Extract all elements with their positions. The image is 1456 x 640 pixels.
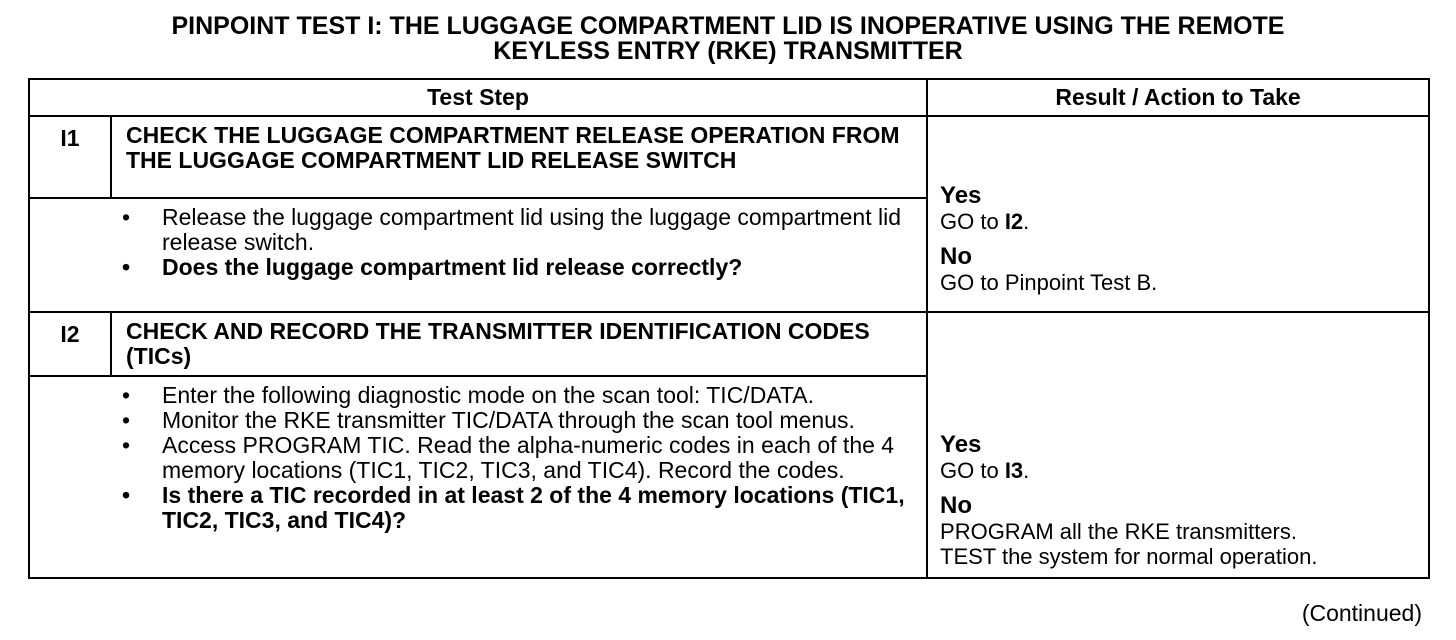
step-number: I1 — [29, 116, 111, 198]
yes-action — [940, 458, 1418, 483]
yes-action-target: I3 — [1004, 457, 1024, 483]
step-i2-heading-row — [29, 312, 1429, 376]
bullet-item: • Release the luggage compartment lid using the luggage compartment lid release switch. — [30, 205, 916, 255]
title-line-1: PINPOINT TEST I: THE LUGGAGE COMPARTMENT LID IS INOPERATIVE USING THE REMOTE — [171, 12, 1285, 40]
yes-action-text: GO to — [940, 209, 1005, 234]
yes-action — [940, 209, 1418, 234]
step-heading: CHECK AND RECORD THE TRANSMITTER IDENTIFICATION CODES (TICs) — [111, 312, 927, 376]
bullet-item: • Access PROGRAM TIC. Read the alpha-numeric codes in each of the 4 memory locations (TIC1, TIC2, TIC3, and TIC4). Record the codes. — [30, 433, 916, 483]
no-action-line-1: PROGRAM all the RKE transmitters. — [940, 518, 1297, 544]
title-line-2: KEYLESS ENTRY (RKE) TRANSMITTER — [493, 37, 963, 65]
page-title — [0, 14, 1456, 64]
bullet-item: • Enter the following diagnostic mode on the scan tool: TIC/DATA. — [30, 383, 916, 408]
no-label: No — [940, 243, 973, 270]
continued-label: (Continued) — [1301, 600, 1422, 626]
yes-action-suffix: . — [1023, 457, 1030, 483]
pinpoint-test-table — [28, 78, 1430, 579]
step-result — [927, 312, 1429, 578]
test-step-header: Test Step — [29, 79, 927, 116]
bullet-list — [30, 199, 926, 286]
yes-action-target: I2 — [1004, 209, 1024, 234]
step-result — [927, 116, 1429, 312]
bullet-question: • Is there a TIC recorded in at least 2 of the 4 memory locations (TIC1, TIC2, TIC3, and TIC4)? — [30, 483, 916, 533]
step-i1-heading-row — [29, 116, 1429, 198]
bullet-list — [30, 377, 926, 539]
step-number: I2 — [29, 312, 111, 376]
yes-action-suffix: . — [1023, 209, 1030, 234]
no-action-line-2: TEST the system for normal operation. — [940, 543, 1318, 569]
table-header-row — [29, 79, 1429, 116]
bullet-question: • Does the luggage compartment lid release correctly? — [30, 255, 916, 280]
step-body — [29, 198, 927, 312]
step-heading: CHECK THE LUGGAGE COMPARTMENT RELEASE OPERATION FROM THE LUGGAGE COMPARTMENT LID RELEASE SWITCH — [111, 116, 927, 198]
step-body — [29, 376, 927, 578]
bullet-item: • Monitor the RKE transmitter TIC/DATA through the scan tool menus. — [30, 408, 916, 433]
result-header: Result / Action to Take — [927, 79, 1429, 116]
yes-label: Yes — [940, 430, 982, 458]
no-action: GO to Pinpoint Test B. — [940, 270, 1158, 295]
no-label: No — [940, 491, 973, 519]
yes-action-text: GO to — [940, 457, 1005, 483]
yes-label: Yes — [940, 182, 982, 209]
